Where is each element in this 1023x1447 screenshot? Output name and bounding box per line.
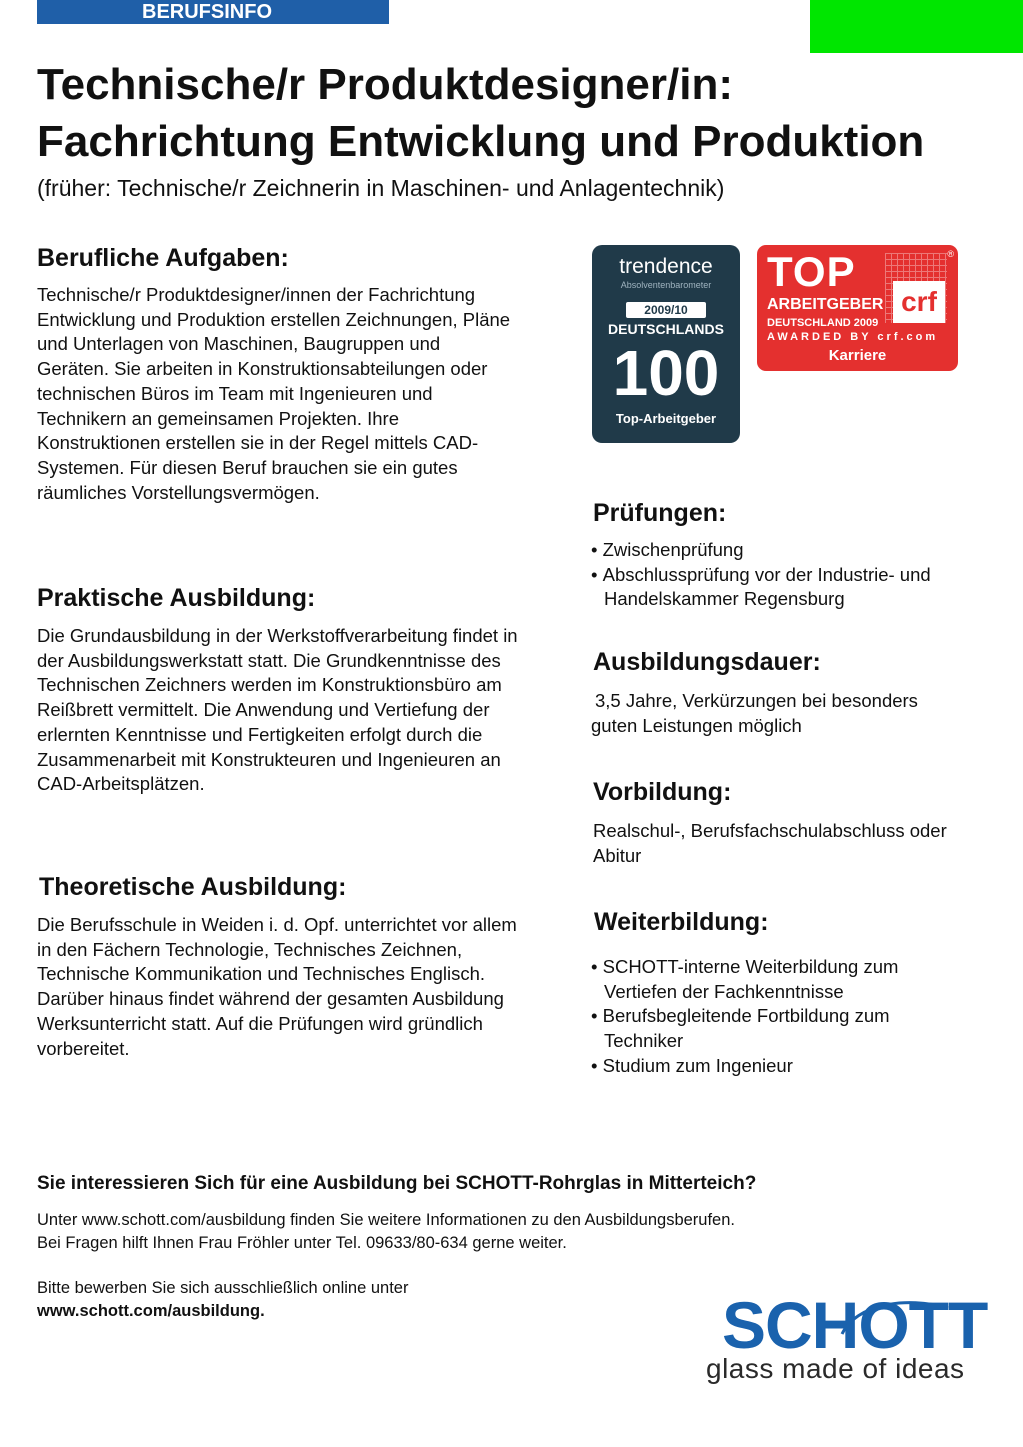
- text-berufliche-aufgaben: Technische/r Produktdesigner/innen der Fachrichtung Entwicklung und Produktion erstellen Zeichnungen, Pläne und Unterlagen von Maschinen, Baugruppen und Geräten. Sie arbeiten in Konstruktionsabteilungen oder technischen Büros im Team mit Ingenieuren und Technikern an gemeinsamen Projekten. Ihre Konstruktionen erstellen sie in der Regel mittels CAD-Systemen. Für diesen Beruf brauchen sie ein gutes räumliches Vorstellungsvermögen.: [37, 284, 511, 503]
- call-to-action-heading: Sie interessieren Sich für eine Ausbildung bei SCHOTT-Rohrglas in Mitterteich?: [37, 1173, 757, 1194]
- trendence-label: DEUTSCHLANDS: [608, 321, 724, 337]
- page-title: [37, 56, 997, 170]
- trendence-subline: Absolventenbarometer: [620, 280, 712, 290]
- text-theoretische-ausbildung: Die Berufsschule in Weiden i. d. Opf. unterrichtet vor allem in den Fächern Technologie, Technisches Zeichnen, Technische Kommunikation und Technisches Englisch. Darüber hinaus findet während der gesamten Ausbildung Werksunterricht statt. Auf die Prüfungen wird gründlich vorbereitet.: [37, 914, 517, 1059]
- trendence-number: 100: [612, 337, 720, 409]
- badge-top-word: TOP: [767, 248, 856, 295]
- badge-line-deutschland: DEUTSCHLAND 2009: [767, 317, 879, 329]
- info-line-2: Bei Fragen hilft Ihnen Frau Fröhler unter Tel. 09633/80-634 gerne weiter.: [37, 1234, 567, 1252]
- trendence-caption: Top-Arbeitgeber: [615, 411, 717, 426]
- top-arbeitgeber-badge: [757, 245, 958, 371]
- category-tag: [37, 0, 389, 24]
- schott-wordmark: SCHOTT: [722, 1288, 988, 1362]
- list-item: • SCHOTT-interne Weiterbildung zum Vertiefen der Fachkenntnisse: [591, 955, 951, 1004]
- text-ausbildungsdauer: 3,5 Jahre, Verkürzungen bei besonders guten Leistungen möglich: [591, 690, 918, 736]
- list-item: • Studium zum Ingenieur: [591, 1054, 951, 1079]
- list-item: • Abschlussprüfung vor der Industrie- und Handelskammer Regensburg: [591, 563, 951, 612]
- corner-color-block: [810, 0, 1023, 53]
- title-line-1: Technische/r Produktdesigner/in:: [37, 60, 733, 109]
- trendence-brand: trendence: [619, 255, 713, 278]
- schott-swoosh-icon: [836, 1294, 956, 1360]
- list-weiterbildung: [591, 955, 951, 1079]
- heading-pruefungen: Prüfungen:: [593, 499, 727, 527]
- heading-theoretische-ausbildung: Theoretische Ausbildung:: [39, 873, 347, 901]
- badge-registered-mark: ®: [947, 249, 954, 259]
- list-item: • Zwischenprüfung: [591, 538, 951, 563]
- category-tag-label: BERUFSINFO: [142, 1, 272, 23]
- badge-line-arbeitgeber: ARBEITGEBER: [767, 296, 884, 313]
- text-vorbildung: Realschul-, Berufsfachschulabschluss oder Abitur: [593, 820, 947, 866]
- trendence-year: 2009/10: [626, 302, 706, 318]
- heading-weiterbildung: Weiterbildung:: [594, 908, 769, 936]
- title-line-2: Fachrichtung Entwicklung und Produktion: [37, 117, 925, 166]
- info-line-1: Unter www.schott.com/ausbildung finden Sie weitere Informationen zu den Ausbildungsberufen.: [37, 1211, 735, 1229]
- heading-ausbildungsdauer: Ausbildungsdauer:: [593, 648, 821, 676]
- page-subtitle: (früher: Technische/r Zeichnerin in Maschinen- und Anlagentechnik): [37, 175, 725, 201]
- badge-line-awarded: AWARDED BY crf.com: [767, 331, 939, 343]
- trendence-badge: [592, 245, 740, 443]
- heading-praktische-ausbildung: Praktische Ausbildung:: [37, 584, 316, 612]
- list-pruefungen: [591, 538, 951, 612]
- schott-tagline: glass made of ideas: [706, 1353, 965, 1384]
- text-praktische-ausbildung: Die Grundausbildung in der Werkstoffverarbeitung findet in der Ausbildungswerkstatt statt. Die Grundkenntnisse des Technischen Zeichners werden im Konstruktionsbüro am Reißbrett vermittelt. Die Anwendung und Vertiefung der erlernten Kenntnisse und Fertigkeiten erfolgt durch die Zusammenarbeit mit Konstrukteuren und Ingenieuren an CAD-Arbeitsplätzen.: [37, 625, 518, 795]
- apply-url: www.schott.com/ausbildung.: [37, 1302, 265, 1320]
- crf-logo: crf: [893, 281, 945, 323]
- apply-line: Bitte bewerben Sie sich ausschließlich online unter: [37, 1279, 409, 1297]
- karriere-logo: Karriere: [828, 347, 887, 364]
- list-item: • Berufsbegleitende Fortbildung zum Techniker: [591, 1004, 951, 1053]
- heading-vorbildung: Vorbildung:: [593, 778, 732, 806]
- heading-berufliche-aufgaben: Berufliche Aufgaben:: [37, 244, 289, 272]
